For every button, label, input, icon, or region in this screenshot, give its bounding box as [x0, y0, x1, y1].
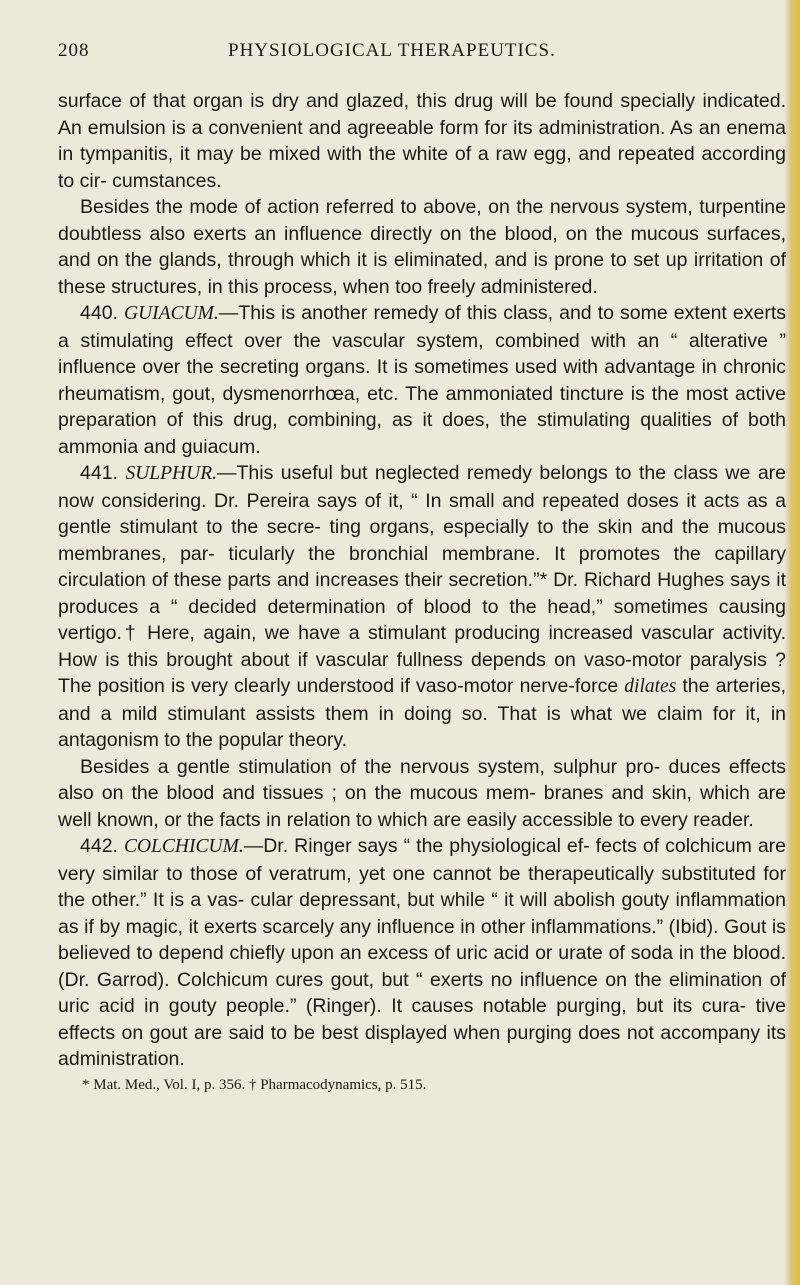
- section-text: the arteries, and a mild stimulant assists them in doing so. That is what we claim for it, in antagonism to the popular theory.: [58, 675, 787, 751]
- paragraph-sulphur-effects: Besides a gentle stimulation of the nervous system, sulphur pro- duces effects also on the blood and tissues ; on the mucous mem- branes and skin, which are well known, or the facts in relation to which are easily accessible to every reader.: [58, 755, 786, 831]
- emphasis-word: dilates: [624, 676, 677, 697]
- section-text: —This useful but neglected remedy belongs to the class we are now considering. Dr. Pereira says of it, “ In small and repeated doses it acts as a gentle stimulant to the secre- ting organs, especially to the skin and the mucous membranes, par- ticularly the bronchial membrane. It promotes the capillary circulation of these parts and increases their secretion.”* Dr. Richard Hughes says it produces a “ decided determination of blood to the head,” sometimes causing vertigo.† Here, again, we have a stimulant producing increased vascular activity. How is this brought about if vascular fullness depends on vaso-motor paralysis ? The position is very clearly understood if vaso-motor nerve-force: [58, 462, 787, 697]
- section-heading: SULPHUR.: [125, 463, 217, 484]
- page-edge: [784, 0, 800, 1285]
- section-text: —Dr. Ringer says “ the physiological ef- fects of colchicum are very similar to those of veratrum, yet one cannot be therapeutically substituted for the other.” It is a vas- cular depressant, but while “ it will abolish gouty inflammation as if by magic, it exerts scarcely any influence in other inflammations.” (Ibid). Gout is believed to depend chiefly upon an excess of uric acid or urate of soda in the blood. (Dr. Garrod). Colchicum cures gout, but “ exerts no influence on the elimination of uric acid in gouty people.” (Ringer). It causes notable purging, but its cura- tive effects on gout are said to be best displayed when purging does not accompany its administration.: [58, 835, 787, 1070]
- section-number: 440.: [80, 302, 118, 324]
- section-number: 442.: [80, 835, 118, 857]
- section-text: —This is another remedy of this class, and to some extent exerts a stimulating effect over the vascular system, combined with an “ alterative ” influence over the secreting organs. It is sometimes used with advantage in chronic rheumatism, gout, dysmenorrhœa, etc. The ammoniated tincture is the most active preparation of this drug, combining, as it does, the stimulating qualities of both ammonia and guiacum.: [58, 302, 786, 458]
- running-title: PHYSIOLOGICAL THERAPEUTICS.: [228, 40, 556, 61]
- paragraph-turpentine-continued: surface of that organ is dry and glazed, this drug will be found specially indicated. An emulsion is a convenient and agreeable form for its administration. As an enema in tympanitis, it may be mixed with the white of a raw egg, and repeated according to cir- cumstances.: [58, 90, 786, 192]
- page-number: 208: [58, 40, 90, 61]
- footnote: * Mat. Med., Vol. I, p. 356. † Pharmacodynamics, p. 515.: [82, 1076, 427, 1093]
- section-heading: COLCHICUM.: [123, 836, 244, 857]
- paragraph-guiacum: [58, 300, 786, 460]
- paragraph-sulphur: [58, 460, 786, 754]
- paragraph-turpentine-action: Besides the mode of action referred to above, on the nervous system, turpentine doubtless also exerts an influence directly on the blood, on the mucous surfaces, and on the glands, through which it is eliminated, and is prone to set up irritation of these structures, in this process, when too freely administered.: [58, 196, 786, 298]
- section-number: 441.: [80, 462, 118, 484]
- section-heading: GUIACUM.: [124, 303, 219, 324]
- paragraph-colchicum: [58, 833, 786, 1073]
- running-header: [58, 40, 786, 66]
- book-page: [58, 40, 786, 1095]
